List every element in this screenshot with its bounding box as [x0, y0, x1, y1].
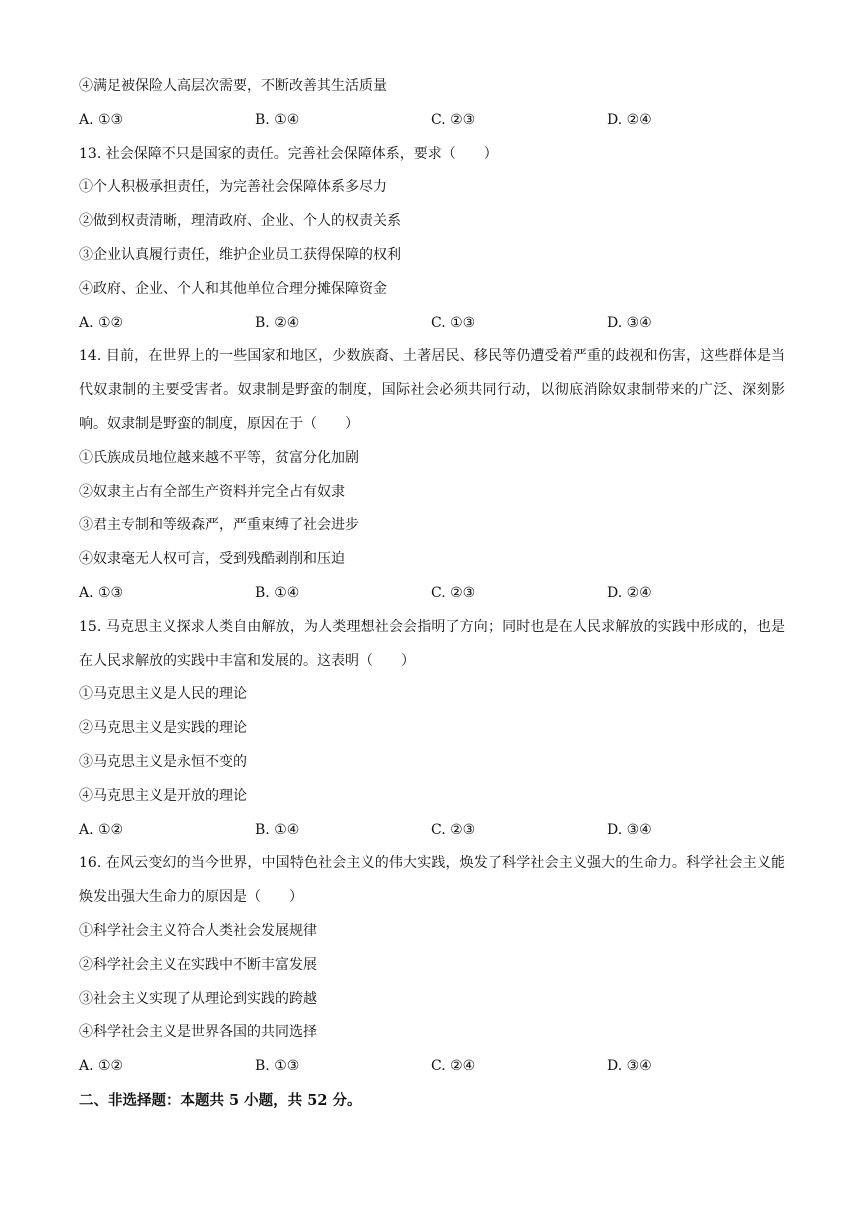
option-a[interactable]: A. ①③: [79, 584, 124, 601]
statement-2: ②奴隶主占有全部生产资料并完全占有奴隶: [79, 483, 345, 500]
answer-options: [79, 307, 785, 341]
question-stem: 13. 社会保障不只是国家的责任。完善社会保障体系，要求（ ）: [79, 145, 498, 162]
option-b[interactable]: B. ①④: [255, 584, 300, 601]
question-stem: 14. 目前，在世界上的一些国家和地区，少数族裔、土著居民、移民等仍遭受着严重的歧视和伤害，这些群体是当代奴隶制的主要受害者。奴隶制是野蛮的制度，国际社会必须共同行动，以彻底消除奴隶制带来的广泛、深刻影响。奴隶制是野蛮的制度，原因在于（ ）: [79, 348, 785, 432]
option-d[interactable]: D. ③④: [607, 821, 652, 838]
option-c[interactable]: C. ②③: [431, 821, 476, 838]
option-b[interactable]: B. ①③: [255, 1058, 300, 1075]
question-16: [79, 847, 785, 1084]
statement-4: ④马克思主义是开放的理论: [79, 787, 247, 804]
option-a[interactable]: A. ①②: [79, 1058, 124, 1075]
statement-3: ③社会主义实现了从理论到实践的跨越: [79, 990, 317, 1007]
option-a[interactable]: A. ①③: [79, 111, 124, 128]
answer-options: [79, 1050, 785, 1084]
option-b[interactable]: B. ①④: [255, 111, 300, 128]
option-d[interactable]: D. ③④: [607, 1058, 652, 1075]
statement-3: ③企业认真履行责任，维护企业员工获得保障的权利: [79, 246, 401, 263]
option-a[interactable]: A. ①②: [79, 314, 124, 331]
option-c[interactable]: C. ②③: [431, 584, 476, 601]
answer-options: [79, 814, 785, 848]
option-c[interactable]: C. ①③: [431, 314, 476, 331]
statement-1: ①氏族成员地位越来越不平等，贫富分化加剧: [79, 449, 359, 466]
statement-1: ①马克思主义是人民的理论: [79, 686, 247, 703]
statement-2: ②做到权责清晰，理清政府、企业、个人的权责关系: [79, 213, 401, 230]
question-stem: 16. 在风云变幻的当今世界，中国特色社会主义的伟大实践，焕发了科学社会主义强大的生命力。科学社会主义能焕发出强大生命力的原因是（ ）: [79, 855, 785, 906]
option-a[interactable]: A. ①②: [79, 821, 124, 838]
statement-4: ④科学社会主义是世界各国的共同选择: [79, 1024, 317, 1041]
statement-4: ④奴隶毫无人权可言，受到残酷剥削和压迫: [79, 551, 345, 568]
option-c[interactable]: C. ②③: [431, 111, 476, 128]
statement-1: ①科学社会主义符合人类社会发展规律: [79, 922, 317, 939]
statement-3: ③马克思主义是永恒不变的: [79, 753, 247, 770]
option-c[interactable]: C. ②④: [431, 1058, 476, 1075]
answer-options: [79, 104, 785, 138]
question-15: [79, 611, 785, 848]
option-d[interactable]: D. ②④: [607, 584, 652, 601]
option-d[interactable]: D. ③④: [607, 314, 652, 331]
statement-4: ④满足被保险人高层次需要，不断改善其生活质量: [79, 78, 387, 94]
question-14: [79, 340, 785, 610]
option-b[interactable]: B. ①④: [255, 821, 300, 838]
section-heading: 二、非选择题：本题共 5 小题，共 52 分。: [79, 1091, 362, 1109]
question-stem: 15. 马克思主义探求人类自由解放，为人类理想社会会指明了方向；同时也是在人民求解放的实践中形成的，也是在人民求解放的实践中丰富和发展的。这表明（ ）: [79, 618, 785, 669]
statement-2: ②马克思主义是实践的理论: [79, 720, 247, 737]
statement-3: ③君主专制和等级森严，严重束缚了社会进步: [79, 517, 359, 534]
statement-4: ④政府、企业、个人和其他单位合理分摊保障资金: [79, 280, 387, 297]
option-b[interactable]: B. ②④: [255, 314, 300, 331]
statement-1: ①个人积极承担责任，为完善社会保障体系多尽力: [79, 179, 387, 196]
statement-2: ②科学社会主义在实践中不断丰富发展: [79, 956, 317, 973]
question-13: [79, 138, 785, 341]
answer-options: [79, 577, 785, 611]
page-content: [79, 70, 785, 1118]
option-d[interactable]: D. ②④: [607, 111, 652, 128]
question-12: [79, 70, 785, 138]
